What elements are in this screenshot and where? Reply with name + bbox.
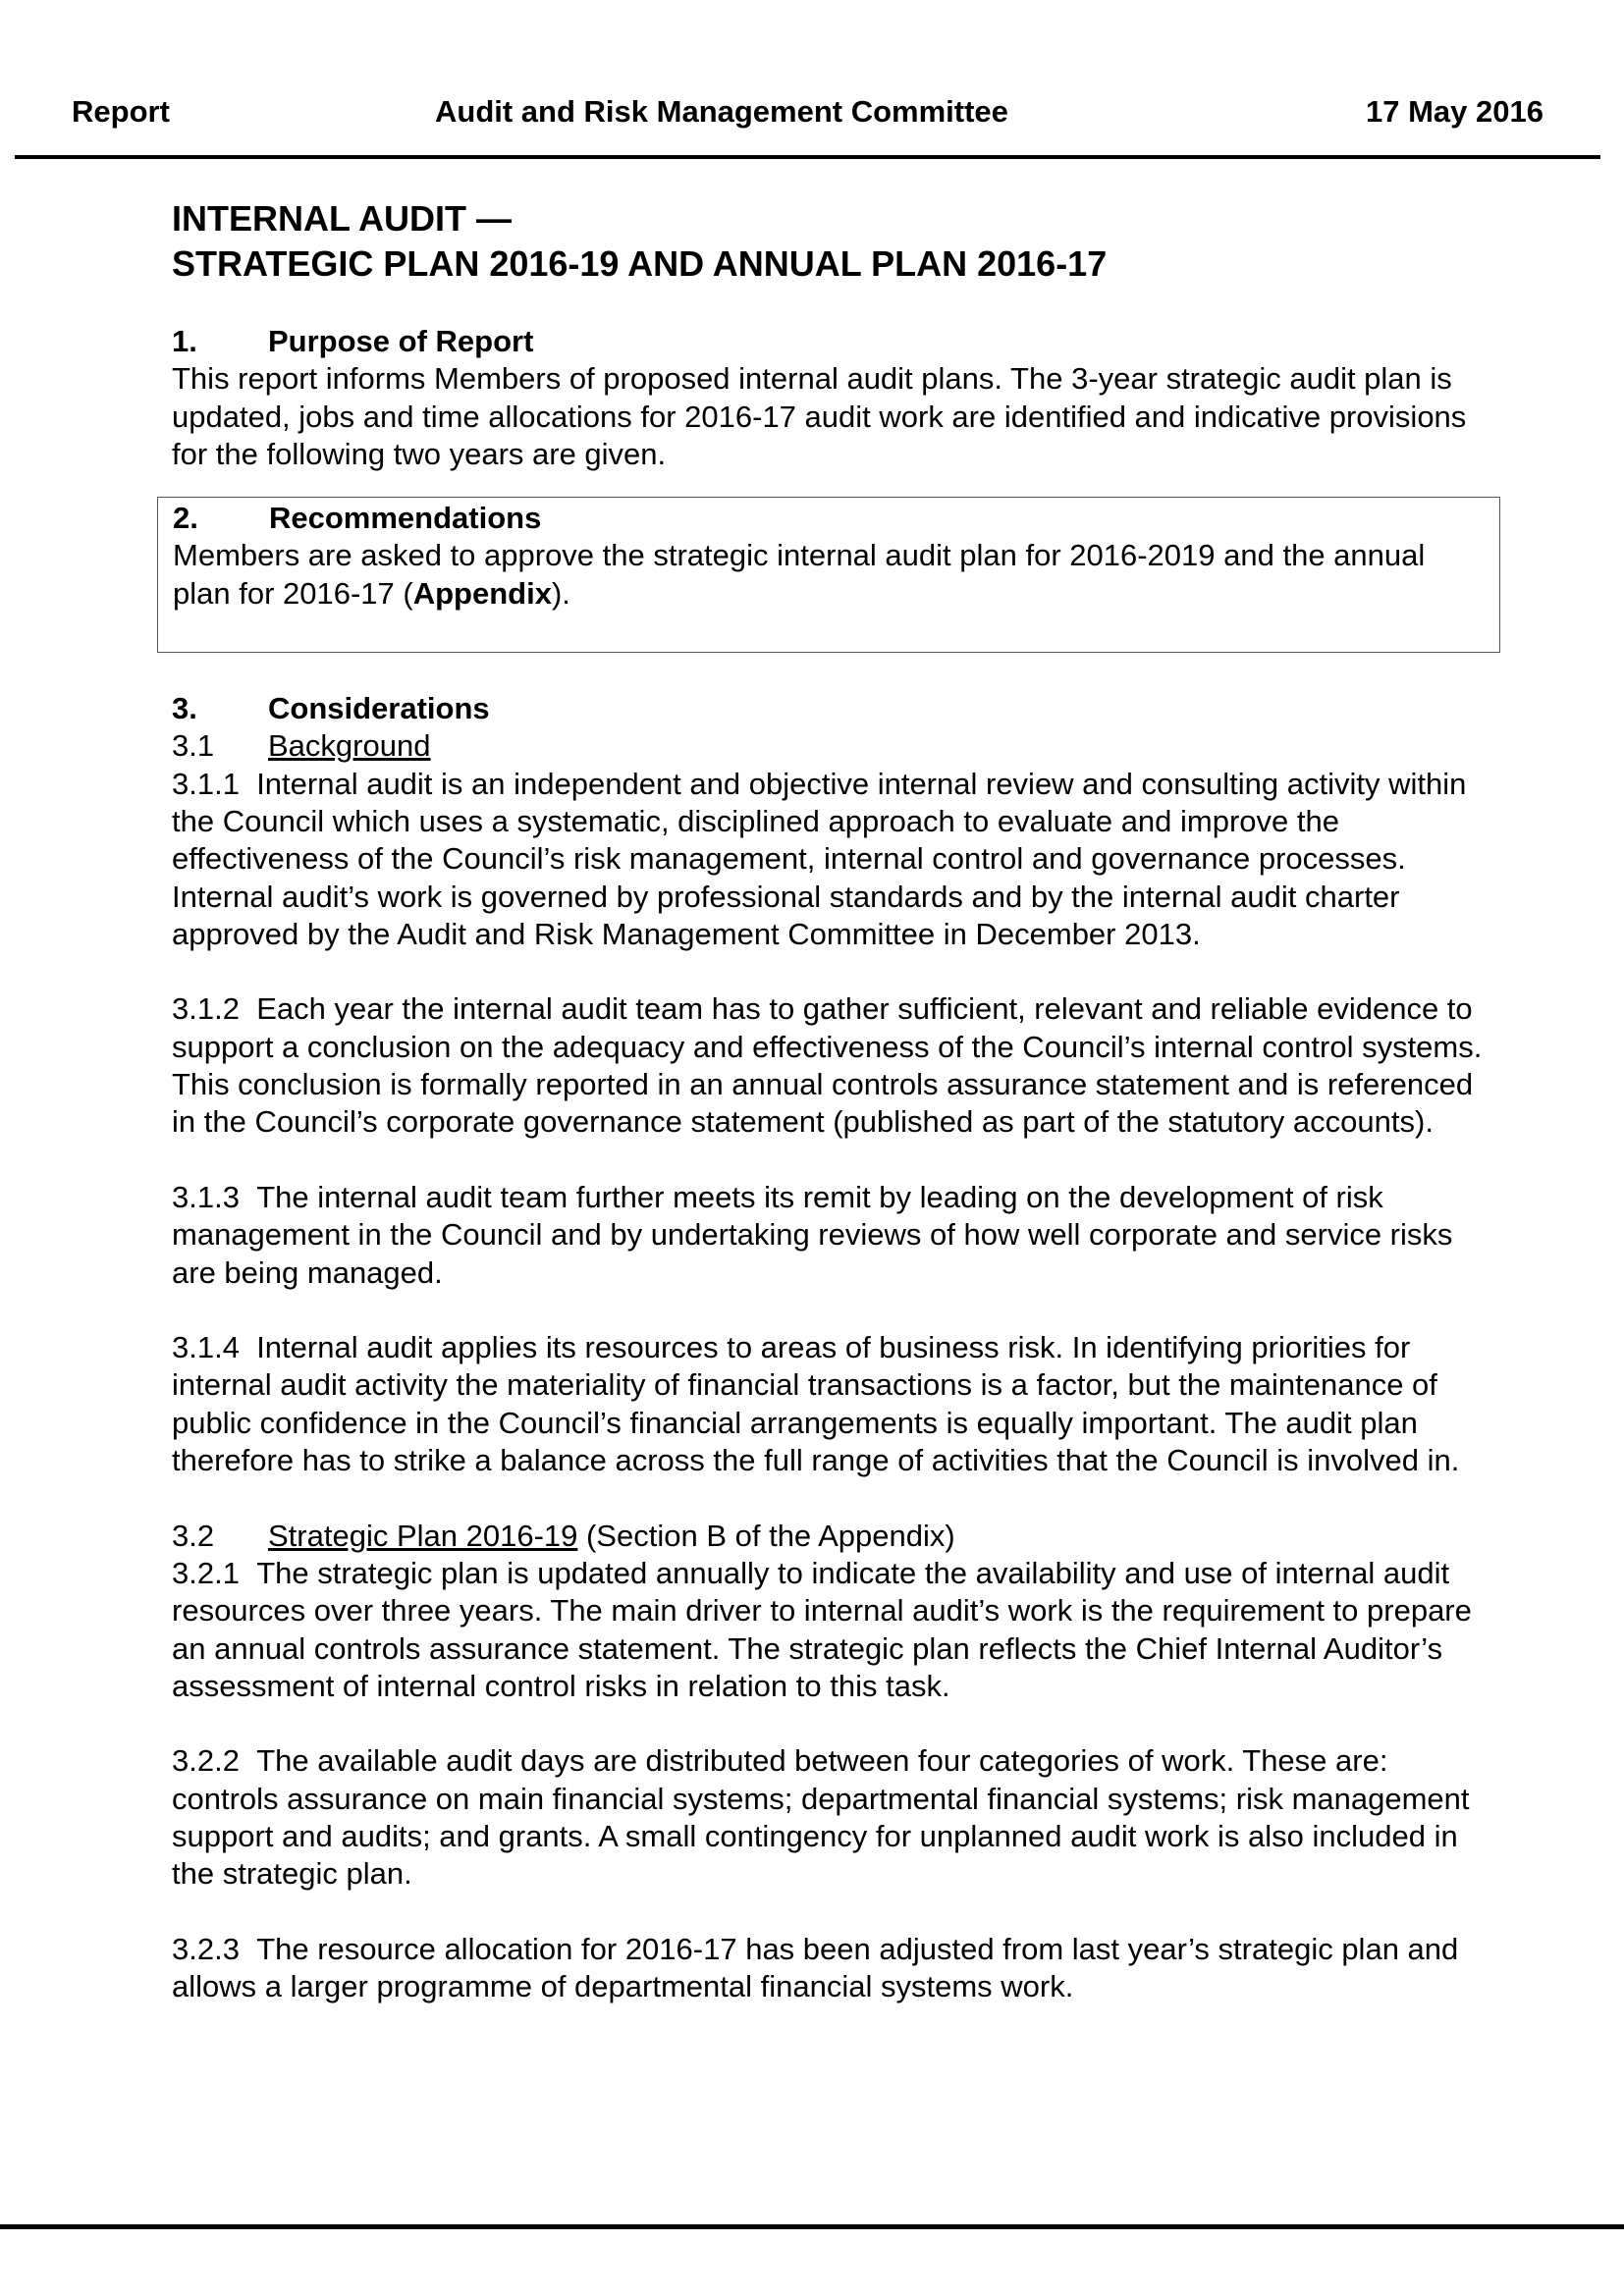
para-text: The resource allocation for 2016-17 has been adjusted from last year’s strategic plan and allows a larger programme of departmental financial systems work. [172, 1931, 1459, 2004]
para-number: 3.2.3 [172, 1931, 240, 1966]
section-1-title: Purpose of Report [268, 324, 534, 358]
section-1-heading [172, 323, 1497, 360]
paragraph-3-1-1 [172, 766, 1497, 953]
appendix-ref: Appendix [412, 575, 552, 611]
paragraph-3-1-2 [172, 990, 1497, 1141]
subsection-3-2-number: 3.2 [172, 1518, 215, 1553]
paragraph-3-2-3 [172, 1931, 1497, 2006]
section-3-number: 3. [172, 691, 197, 726]
section-3-title: Considerations [268, 691, 490, 726]
recommendation-text-end: ). [551, 575, 570, 611]
header-doc-type: Report [72, 94, 170, 129]
para-text: The available audit days are distributed between four categories of work. These are: controls assurance on main financial systems; departmental financial systems; risk management support and audits; and grants. A small contingency for unplanned audit work is also included in the strategic plan. [172, 1743, 1470, 1892]
section-2-title: Recommendations [269, 501, 542, 536]
paragraph-3-2-2 [172, 1742, 1497, 1893]
para-number: 3.1.2 [172, 991, 240, 1027]
subsection-3-2-heading [172, 1518, 1497, 1555]
para-number: 3.1.1 [172, 766, 240, 801]
section-3-heading [172, 690, 1497, 727]
report-title [172, 196, 1497, 287]
report-body [172, 196, 1497, 2005]
recommendation-text: Members are asked to approve the strategic internal audit plan for 2016-2019 and the annual plan for 2016-17 ( [173, 538, 1426, 611]
subsection-3-2-suffix: (Section B of the Appendix) [577, 1518, 955, 1553]
para-number: 3.1.4 [172, 1330, 240, 1365]
header-date: 17 May 2016 [1366, 94, 1543, 129]
section-2-text [173, 537, 1486, 613]
para-text: Internal audit is an independent and objective internal review and consulting activity within the Council which uses a systematic, disciplined approach to evaluate and improve the effectiveness of the Council’s risk management, internal control and governance processes. Internal audit’s work is governed by professional standards and by the internal audit charter approved by the Audit and Risk Management Committee in December 2013. [172, 766, 1467, 951]
section-2-heading [173, 500, 1486, 537]
paragraph-3-1-4 [172, 1329, 1497, 1479]
paragraph-3-1-3 [172, 1179, 1497, 1292]
recommendations-box [157, 497, 1500, 653]
para-text: The strategic plan is updated annually to indicate the availability and use of internal audit resources over three years. The main driver to internal audit’s work is the requirement to prepare an annual controls assurance statement. The strategic plan reflects the Chief Internal Auditor’s assessment of internal control risks in relation to this task. [172, 1555, 1472, 1703]
subsection-3-1-number: 3.1 [172, 728, 215, 764]
section-2-number: 2. [173, 501, 198, 536]
para-text: Internal audit applies its resources to areas of business risk. In identifying priorities for internal audit activity the materiality of financial transactions is a factor, but the maintenance of public confidence in the Council’s financial arrangements is equally important. The audit plan therefore has to strike a balance across the full range of activities that the Council is involved in. [172, 1330, 1460, 1478]
subsection-3-1-heading [172, 727, 1497, 765]
subsection-3-2-title: Strategic Plan 2016-19 [268, 1518, 578, 1553]
page-header [15, 94, 1600, 159]
title-line-2: STRATEGIC PLAN 2016-19 AND ANNUAL PLAN 2016-17 [172, 243, 1108, 284]
section-1-number: 1. [172, 324, 197, 358]
para-number: 3.1.3 [172, 1179, 240, 1214]
header-committee: Audit and Risk Management Committee [435, 94, 1008, 129]
para-number: 3.2.1 [172, 1555, 240, 1590]
paragraph-3-2-1 [172, 1555, 1497, 1705]
title-line-1: INTERNAL AUDIT — [172, 198, 512, 239]
section-1-text: This report informs Members of proposed internal audit plans. The 3-year strategic audit plan is updated, jobs and time allocations for 2016-17 audit work are identified and indicative provisions for the following two years are given. [172, 361, 1467, 471]
subsection-3-1-title: Background [268, 728, 431, 764]
para-text: Each year the internal audit team has to gather sufficient, relevant and reliable evidence to support a conclusion on the adequacy and effectiveness of the Council’s internal control systems. This conclusion is formally reported in an annual controls assurance statement and is referenced in the Council’s corporate governance statement (published as part of the statutory accounts). [172, 991, 1483, 1140]
para-text: The internal audit team further meets its remit by leading on the development of risk management in the Council and by undertaking reviews of how well corporate and service risks are being managed. [172, 1179, 1453, 1290]
para-number: 3.2.2 [172, 1743, 240, 1779]
footer-rule [0, 2224, 1624, 2229]
